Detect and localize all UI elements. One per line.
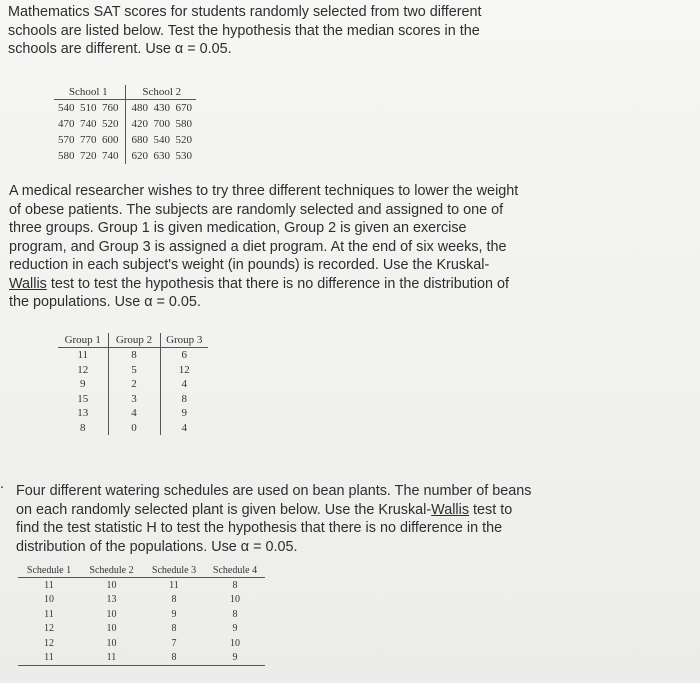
table-cell: 2 <box>108 377 160 392</box>
wallis-link[interactable]: Wallis <box>431 501 470 518</box>
table-row <box>18 651 265 666</box>
problem-1-text <box>8 3 482 59</box>
table-header: School 1 <box>54 85 125 100</box>
table-cell: 11 <box>44 579 54 591</box>
table-cell: 11 <box>18 651 80 666</box>
watering-schedules-table <box>18 564 265 666</box>
table-cell: 8 <box>232 608 238 620</box>
table-cell: 570 770 600 <box>54 132 125 148</box>
table-cell: 9 <box>80 378 86 391</box>
problem-3-line: find the test statistic H to test the hypothesis that there is no difference in the <box>16 520 503 536</box>
problem-2-line: program, and Group 3 is assigned a diet program. At the end of six weeks, the <box>9 238 507 255</box>
table-cell: 8 <box>232 579 238 591</box>
table-row <box>54 148 196 164</box>
table-header: Schedule 2 <box>80 564 143 578</box>
wallis-link[interactable]: Wallis <box>9 275 47 292</box>
table-row <box>58 377 208 392</box>
problem-1-line: schools are different. Use α = 0.05. <box>8 41 232 57</box>
table-cell: 12 <box>160 363 208 378</box>
table-cell: 0 <box>108 421 160 436</box>
table-cell: 13 <box>77 407 89 420</box>
table-cell: 10 <box>230 594 240 606</box>
weight-loss-groups-table <box>58 333 208 435</box>
table-cell: 8 <box>80 421 86 434</box>
table-row <box>54 116 196 132</box>
school-scores-table <box>54 85 196 164</box>
table-cell: 8 <box>171 623 177 635</box>
table-row <box>18 636 265 651</box>
table-cell: 540 510 760 <box>54 100 125 117</box>
table-cell: 4 <box>160 377 208 392</box>
table-row <box>54 100 196 117</box>
table-cell: 10 <box>44 594 54 606</box>
table-cell: 470 740 520 <box>54 116 125 132</box>
table-cell: 10 <box>230 637 240 649</box>
problem-1-line: Mathematics SAT scores for students randomly selected from two different <box>8 4 482 20</box>
table-cell: 480 430 670 <box>131 102 192 114</box>
table-cell: 10 <box>106 637 117 649</box>
table-cell: 420 700 580 <box>131 118 192 130</box>
table-row <box>58 392 208 407</box>
table-cell: 12 <box>44 623 54 635</box>
table-cell: 12 <box>44 637 54 649</box>
table-row <box>58 421 208 436</box>
problem-2-text <box>9 182 518 312</box>
table-cell: 11 <box>80 651 143 666</box>
problem-2-line: of obese patients. The subjects are randomly selected and assigned to one of <box>9 201 504 218</box>
table-cell: 15 <box>77 392 89 405</box>
table-cell: 680 540 520 <box>131 134 192 146</box>
problem-1-line: schools are listed below. Test the hypothesis that the median scores in the <box>8 22 480 39</box>
table-header: Group 2 <box>108 333 160 348</box>
table-header: Group 3 <box>160 333 208 348</box>
table-header: Schedule 3 <box>143 564 205 578</box>
problem-2-line: the populations. Use α = 0.05. <box>9 294 201 310</box>
problem-3-line: distribution of the populations. Use α = 0.05. <box>16 538 298 555</box>
table-cell: 11 <box>77 349 89 362</box>
problem-3-line <box>16 501 531 520</box>
table-cell: 9 <box>232 623 238 635</box>
table-header: Schedule 4 <box>205 564 265 578</box>
table-row <box>18 593 265 608</box>
table-cell: 620 630 530 <box>131 150 192 162</box>
table-cell: 11 <box>44 608 54 620</box>
table-cell: 5 <box>108 363 160 378</box>
table-cell: 9 <box>205 651 265 666</box>
table-cell: 11 <box>169 579 179 591</box>
table-header: School 2 <box>125 85 196 100</box>
table-cell: 10 <box>106 608 117 620</box>
problem-2-line-rest: test to test the hypothesis that there is no difference in the distribution of <box>46 275 509 292</box>
problem-3-line-end: test to <box>469 501 513 518</box>
table-header: Schedule 1 <box>18 564 80 578</box>
problem-3-line: Four different watering schedules are used on bean plants. The number of beans <box>16 483 532 499</box>
table-header: Group 1 <box>58 333 108 348</box>
table-row <box>58 406 208 421</box>
table-row <box>54 132 196 148</box>
table-cell: 9 <box>160 406 208 421</box>
table-row <box>18 578 265 593</box>
table-cell: 10 <box>106 623 117 635</box>
table-cell: 12 <box>77 363 89 376</box>
table-cell: 8 <box>143 651 205 666</box>
table-cell: 3 <box>108 392 160 407</box>
problem-2-line: three groups. Group 1 is given medication, Group 2 is given an exercise <box>9 220 467 236</box>
problem-2-line: A medical researcher wishes to try three different techniques to lower the weight <box>9 183 519 199</box>
table-cell: 13 <box>106 594 117 606</box>
table-cell: 9 <box>171 608 177 620</box>
table-cell: 4 <box>160 421 208 436</box>
table-cell: 7 <box>171 637 177 649</box>
table-cell: 580 720 740 <box>54 148 125 164</box>
problem-2-line: reduction in each subject's weight (in pounds) is recorded. Use the Kruskal- <box>9 257 490 273</box>
problem-3-text <box>16 482 531 556</box>
problem-3-number: . <box>0 476 4 492</box>
table-row <box>18 622 265 637</box>
problem-3-line-start: on each randomly selected plant is given below. Use the Kruskal- <box>16 501 432 518</box>
problem-2-line <box>9 275 518 294</box>
table-cell: 10 <box>106 579 117 591</box>
table-cell: 4 <box>108 406 160 421</box>
table-row <box>58 363 208 378</box>
table-cell: 6 <box>160 348 208 363</box>
table-cell: 8 <box>171 594 177 606</box>
table-row <box>18 607 265 622</box>
table-row <box>58 348 208 363</box>
table-cell: 8 <box>160 392 208 407</box>
table-cell: 8 <box>108 348 160 363</box>
